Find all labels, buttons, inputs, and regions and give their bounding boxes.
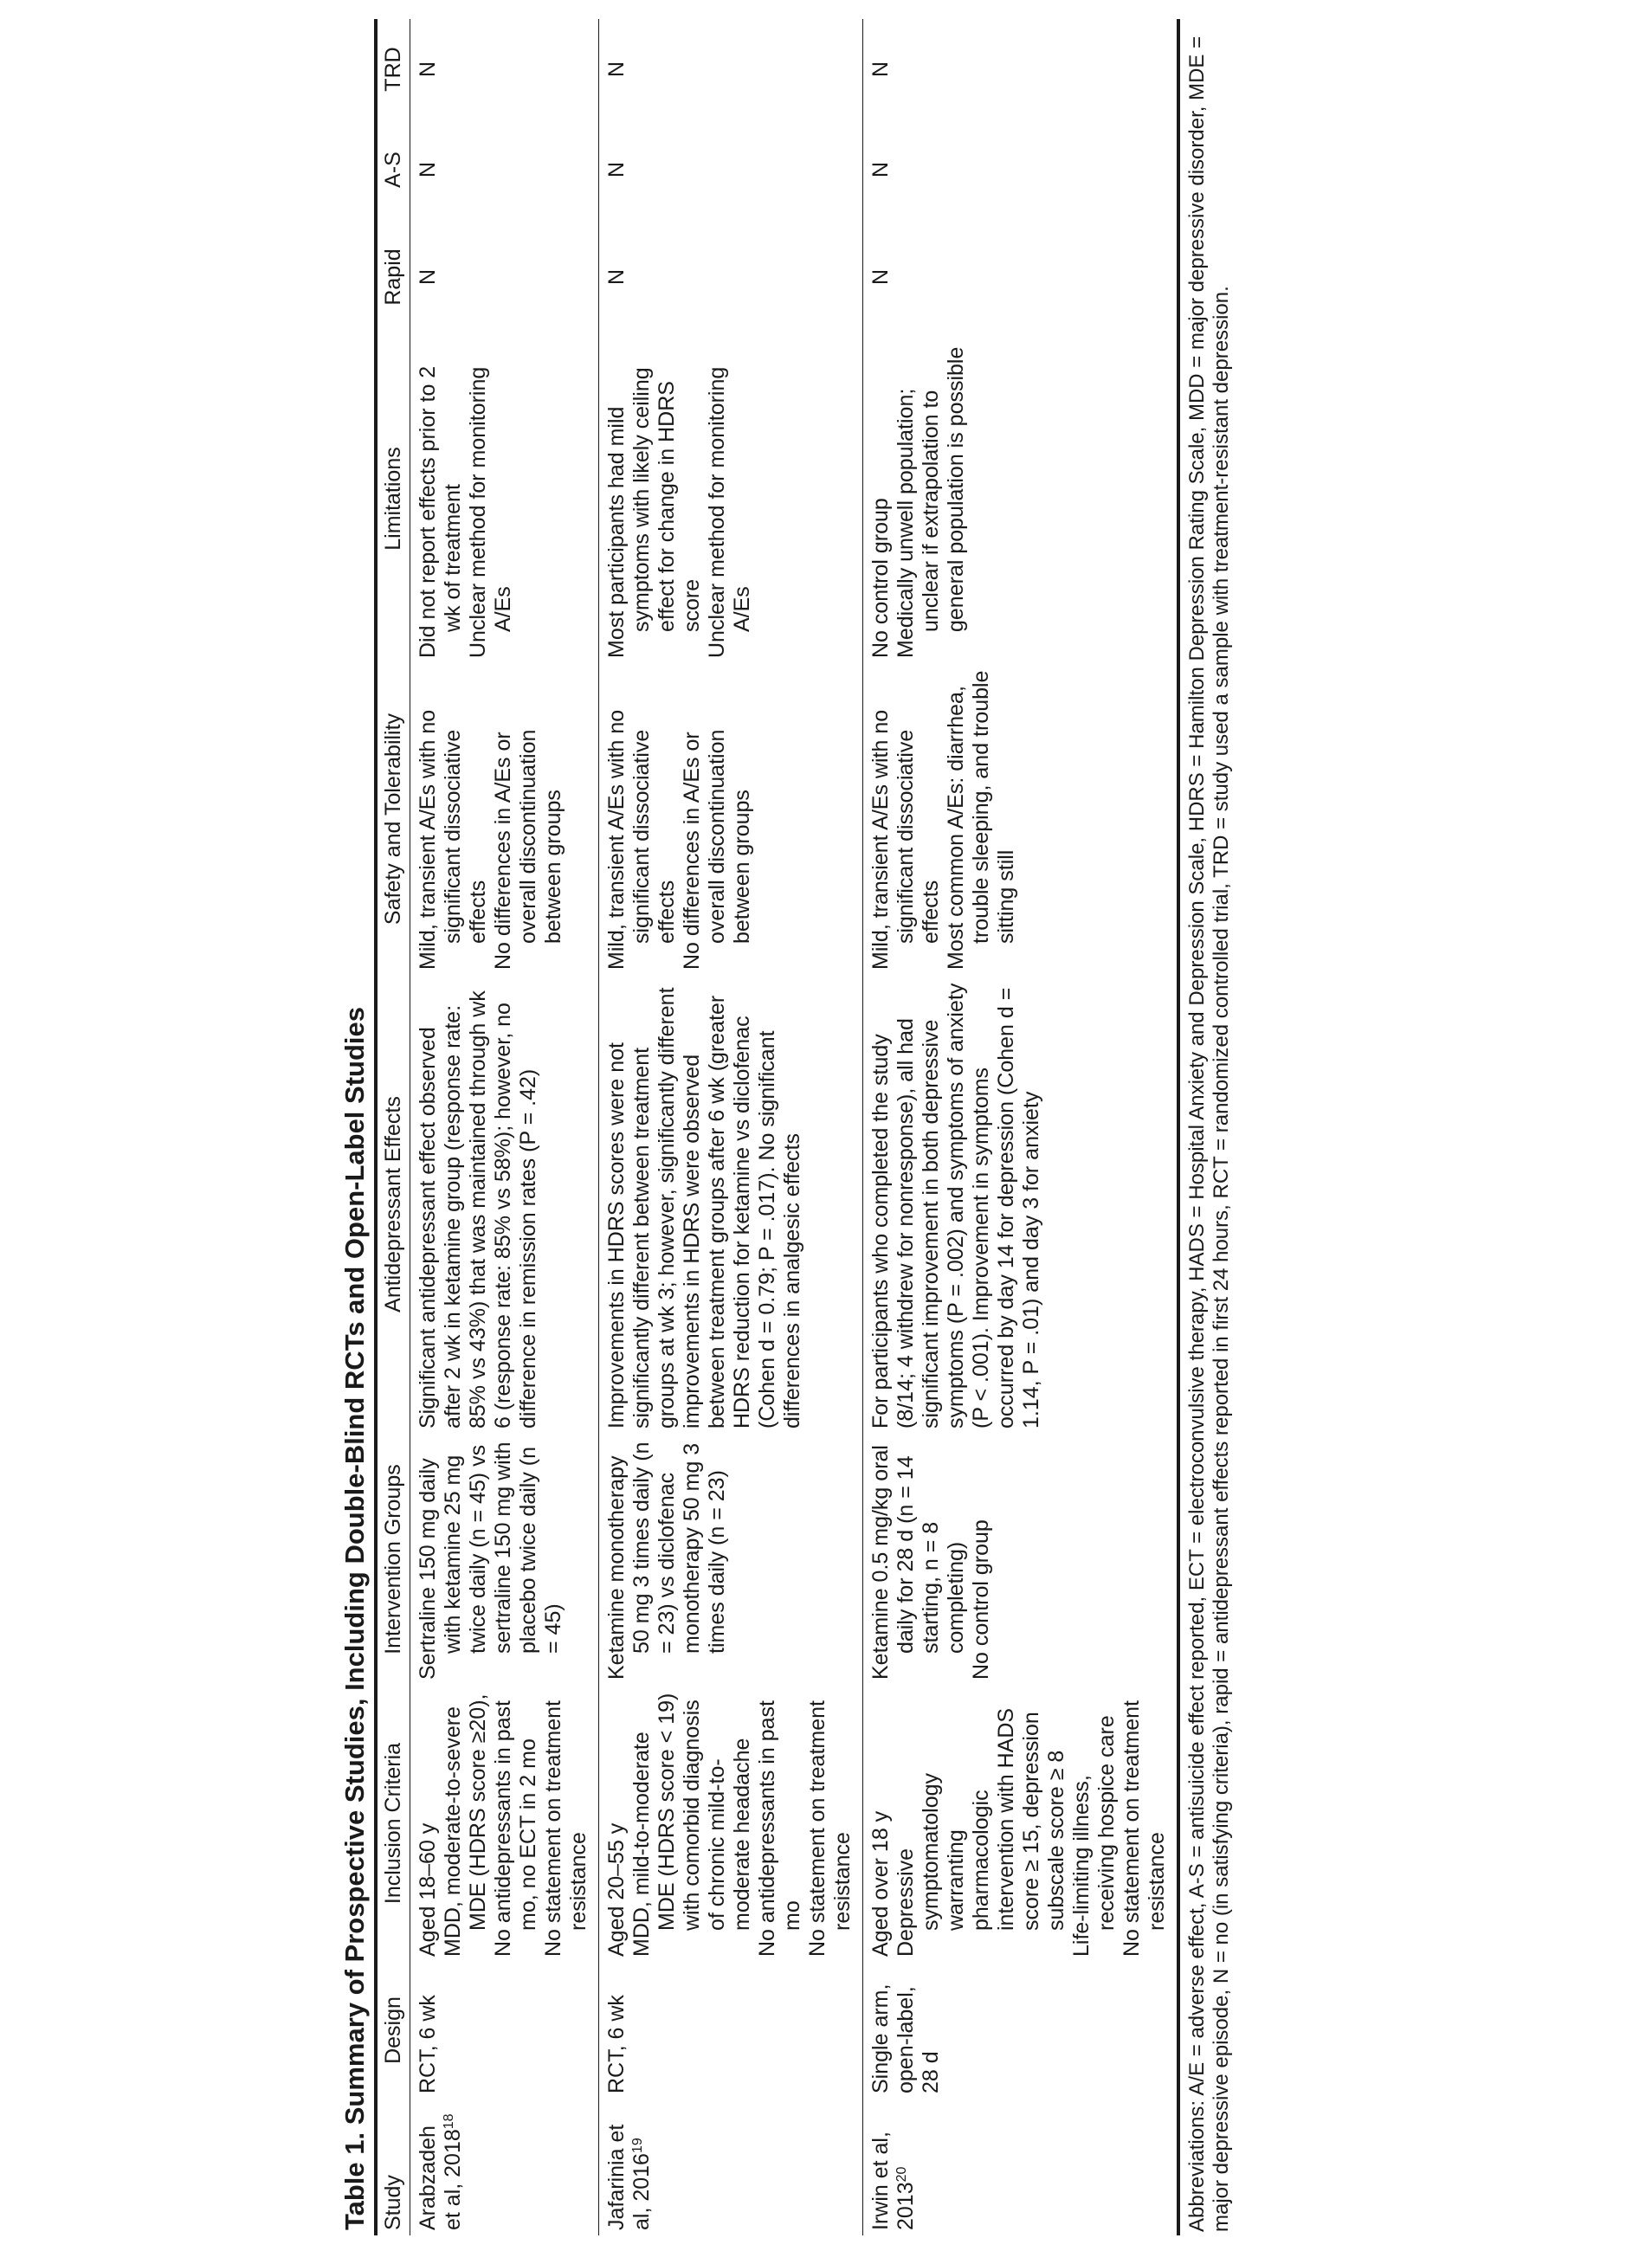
cell-inclusion	[599, 1685, 863, 1962]
cell-study	[863, 2099, 1178, 2235]
cell-study	[599, 2099, 863, 2235]
intervention-item: Ketamine monotherapy 50 mg 3 times daily (n = 23) vs diclofenac monotherapy 50 mg 3 times daily (n = 23)	[604, 1442, 729, 1680]
safety-item: Most common A/Es: diarrhea, trouble sleeping, and trouble sitting still	[944, 670, 1018, 970]
safety-item: No differences in A/Es or overall discontinuation between groups	[491, 729, 565, 970]
cell-antisuicide: N	[410, 119, 599, 220]
cell-design: RCT, 6 wk	[599, 1962, 863, 2099]
cell-limitations	[410, 334, 599, 663]
cell-design: RCT, 6 wk	[410, 1962, 599, 2099]
study-reference: 19	[630, 2138, 645, 2154]
col-header-inclusion: Inclusion Criteria	[378, 1685, 410, 1962]
abbreviations-footnote: Abbreviations: A/E = adverse effect, A-S = antisuicide effect reported, ECT = electroconvulsive therapy, HADS = Hospital Anxiety and Depression Scale, HDRS = Hamilton Depression Rating Scale, MDD = major depressive disorder, MDE = major depressive episode, N = no (in satisfying criteria), rapid = antidepressant effects reported in first 24 hours, RCT = randomized controlled trial, TRD = study used a sample with treatment-resistant depression.	[1178, 19, 1234, 2235]
intervention-item: Sertraline 150 mg daily with ketamine 25 mg twice daily (n = 45) vs sertraline 150 mg with placebo twice daily (n = 45)	[416, 1442, 565, 1680]
safety-item: Mild, transient A/Es with no significant dissociative effects	[604, 709, 679, 970]
col-header-safety: Safety and Tolerability	[378, 663, 410, 975]
inclusion-item: Aged 18–60 y	[416, 1822, 440, 1957]
safety-item: No differences in A/Es or overall discontinuation between groups	[680, 729, 754, 970]
cell-trd: N	[410, 19, 599, 119]
cell-safety	[863, 663, 1178, 975]
cell-design: Single arm, open-label, 28 d	[863, 1962, 1178, 2099]
inclusion-item: No statement on treatment resistance	[805, 1700, 855, 1957]
col-header-effects: Antidepressant Effects	[378, 975, 410, 1434]
cell-effects: Significant antidepressant effect observed after 2 wk in ketamine group (response rate: 85% vs 43%) that was maintained through wk 6 (response rate: 85% vs 58%); however, no difference in remission rates (P = .42)	[410, 975, 599, 1434]
limitations-item: Unclear method for monitoring A/Es	[466, 366, 515, 658]
table-container	[338, 19, 1234, 2235]
cell-safety	[410, 663, 599, 975]
inclusion-item: Life-limiting illness, receiving hospice care	[1069, 1715, 1119, 1957]
intervention-item: No control group	[969, 1519, 993, 1680]
cell-limitations	[599, 334, 863, 663]
col-header-intervention: Intervention Groups	[378, 1434, 410, 1685]
inclusion-item: Depressive symptomatology warranting pharmacologic intervention with HADS score ≥ 15, depression subscale score ≥ 8	[894, 1707, 1068, 1957]
study-name: Jafarinia et al, 2016	[604, 2124, 654, 2230]
col-header-study: Study	[378, 2099, 410, 2235]
limitations-item: Most participants had mild symptoms with likely ceiling effect for change in HDRS score	[604, 367, 704, 658]
table-title: Table 1. Summary of Prospective Studies, Including Double-Blind RCTs and Open-Label Studies	[338, 19, 378, 2235]
cell-rapid: N	[863, 220, 1178, 334]
table-row	[410, 19, 599, 2235]
cell-rapid: N	[410, 220, 599, 334]
table-body	[410, 19, 1178, 2235]
limitations-item: No control group	[868, 498, 893, 658]
inclusion-item: No statement on treatment resistance	[1120, 1700, 1169, 1957]
safety-item: Mild, transient A/Es with no significant dissociative effects	[868, 709, 943, 970]
table-row	[599, 19, 863, 2235]
cell-safety	[599, 663, 863, 975]
cell-inclusion	[410, 1685, 599, 1962]
study-name: Irwin et al, 2013	[868, 2132, 918, 2230]
safety-item: Mild, transient A/Es with no significant dissociative effects	[416, 709, 490, 970]
table-row	[863, 19, 1178, 2235]
studies-table	[378, 19, 1178, 2235]
limitations-item: Medically unwell population; unclear if extrapolation to general population is possible	[894, 346, 968, 658]
limitations-item: Did not report effects prior to 2 wk of treatment	[416, 365, 465, 658]
cell-effects: Improvements in HDRS scores were not significantly different between treatment groups at wk 3; however, significantly different improvements in HDRS were observed between treatment groups after 6 wk (greater HDRS reduction for ketamine vs diclofenac (Cohen d = 0.79; P = .017). No significant differences in analgesic effects	[599, 975, 863, 1434]
col-header-trd: TRD	[378, 19, 410, 119]
inclusion-item: No statement on treatment resistance	[541, 1700, 590, 1957]
cell-intervention	[410, 1434, 599, 1685]
inclusion-item: Aged over 18 y	[868, 1810, 893, 1957]
study-reference: 20	[894, 2166, 909, 2183]
cell-inclusion	[863, 1685, 1178, 1962]
col-header-rapid: Rapid	[378, 220, 410, 334]
col-header-antisuicide: A-S	[378, 119, 410, 220]
inclusion-item: MDD, moderate-to-severe MDE (HDRS score ≥20),	[441, 1693, 490, 1957]
inclusion-item: MDD, mild-to-moderate MDE (HDRS score < 19) with comorbid diagnosis of chronic mild-to-moderate headache	[629, 1693, 754, 1957]
header-row	[378, 19, 410, 2235]
inclusion-item: Aged 20–55 y	[604, 1822, 629, 1957]
cell-rapid: N	[599, 220, 863, 334]
inclusion-item: No antidepressants in past mo, no ECT in 2 mo	[491, 1700, 540, 1957]
cell-antisuicide: N	[863, 119, 1178, 220]
cell-antisuicide: N	[599, 119, 863, 220]
study-reference: 18	[442, 2113, 456, 2130]
cell-study	[410, 2099, 599, 2235]
cell-limitations	[863, 334, 1178, 663]
study-name: Arabzadeh et al, 2018	[416, 2125, 465, 2230]
col-header-design: Design	[378, 1962, 410, 2099]
limitations-item: Unclear method for monitoring A/Es	[705, 366, 754, 658]
cell-effects: For participants who completed the study (8/14; 4 withdrew for nonresponse), all had significant improvement in both depressive symptoms (P = .002) and symptoms of anxiety (P < .001). Improvement in symptoms occurred by day 14 for depression (Cohen d = 1.14, P = .01) and day 3 for anxiety	[863, 975, 1178, 1434]
intervention-item: Ketamine 0.5 mg/kg oral daily for 28 d (n = 14 starting, n = 8 completing)	[868, 1445, 968, 1680]
col-header-limitations: Limitations	[378, 334, 410, 663]
cell-trd: N	[599, 19, 863, 119]
cell-intervention	[863, 1434, 1178, 1685]
inclusion-item: No antidepressants in past mo	[755, 1700, 804, 1957]
cell-trd: N	[863, 19, 1178, 119]
cell-intervention	[599, 1434, 863, 1685]
